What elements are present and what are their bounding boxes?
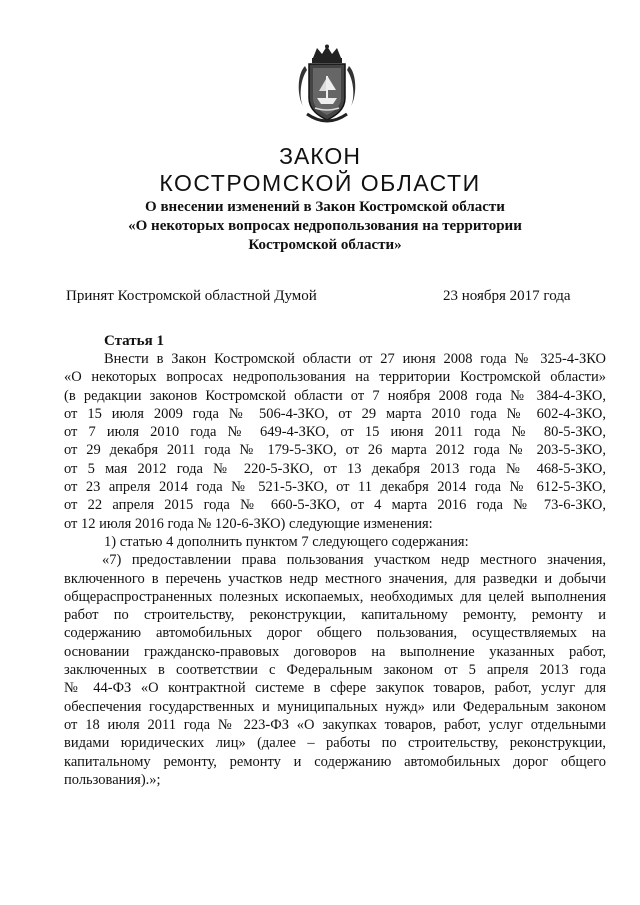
body-line: от 7 июля 2010 года № 649-4-ЗКО, от 15 июня 2011 года № 80-5-ЗКО, xyxy=(64,424,606,441)
coat-of-arms-emblem xyxy=(295,44,359,126)
body-line: «7) предоставлении права пользования участком недр местного значения, xyxy=(102,552,606,569)
body-line: включенного в перечень участков недр местного значения, для разведки и добычи xyxy=(64,570,606,587)
body-line: от 15 июля 2009 года № 506-4-ЗКО, от 29 марта 2010 года № 602-4-ЗКО, xyxy=(64,405,606,422)
body-line: общераспространенных полезных ископаемых, необходимых для целей выполнения xyxy=(64,588,606,605)
article-body xyxy=(64,350,606,789)
body-line: заключенных в соответствии с Федеральным законом от 5 апреля 2013 года xyxy=(64,662,606,679)
body-line: от 22 апреля 2015 года № 660-5-ЗКО, от 4 марта 2016 года № 73-6-ЗКО, xyxy=(64,497,606,514)
region-title: КОСТРОМСКОЙ ОБЛАСТИ xyxy=(159,170,481,196)
subtitle-line: Костромской области» xyxy=(248,237,402,253)
body-line: № 44-ФЗ «О контрактной системе в сфере закупок товаров, работ, услуг для xyxy=(64,680,606,697)
body-line: от 5 мая 2012 года № 220-5-ЗКО, от 13 декабря 2013 года № 468-5-ЗКО, xyxy=(64,460,606,477)
body-line: видами юридических лиц» (далее – работы по строительству, реконструкции, xyxy=(64,735,606,752)
subtitle-line: О внесении изменений в Закон Костромской области xyxy=(145,199,505,215)
body-line: от 29 декабря 2011 года № 179-5-ЗКО, от 26 марта 2012 года № 203-5-ЗКО, xyxy=(64,442,606,459)
subtitle-line: «О некоторых вопросах недропользования на территории xyxy=(128,218,522,234)
body-line: основании гражданско-правовых договоров на выполнение указанных работ, xyxy=(64,643,606,660)
body-line: от 18 июля 2011 года № 223-ФЗ «О закупках товаров, работ, услуг отдельными xyxy=(64,716,606,733)
body-line: (в редакции законов Костромской области от 7 ноября 2008 года № 384-4-ЗКО, xyxy=(64,387,606,404)
body-line: от 12 июля 2016 года № 120-6-ЗКО) следующие изменения: xyxy=(64,515,433,532)
adopted-by-label: Принят Костромской областной Думой xyxy=(66,288,317,304)
law-title: ЗАКОН xyxy=(279,143,361,169)
body-line: содержанию автомобильных дорог общего пользования, осуществляемых на xyxy=(64,625,606,642)
body-line: «О некоторых вопросах недропользования на территории Костромской области» xyxy=(64,369,606,386)
body-line: пользования).»; xyxy=(64,771,161,788)
body-line: работ по строительству, реконструкции, капитальному ремонту, ремонту и xyxy=(64,607,606,624)
law-subtitle xyxy=(100,198,550,255)
body-line: от 23 апреля 2014 года № 521-5-ЗКО, от 11 декабря 2014 года № 612-5-ЗКО, xyxy=(64,479,606,496)
adopted-date: 23 ноября 2017 года xyxy=(443,288,571,304)
body-line: капитальному ремонту, ремонту и содержанию автомобильных дорог общего xyxy=(64,753,606,770)
body-line: 1) статью 4 дополнить пунктом 7 следующего содержания: xyxy=(104,533,469,550)
body-line: Внести в Закон Костромской области от 27 июня 2008 года № 325-4-ЗКО xyxy=(104,351,606,367)
article-heading: Статья 1 xyxy=(104,333,164,349)
body-line: обеспечения государственных и муниципальных нужд» или Федеральным законом xyxy=(64,698,606,715)
